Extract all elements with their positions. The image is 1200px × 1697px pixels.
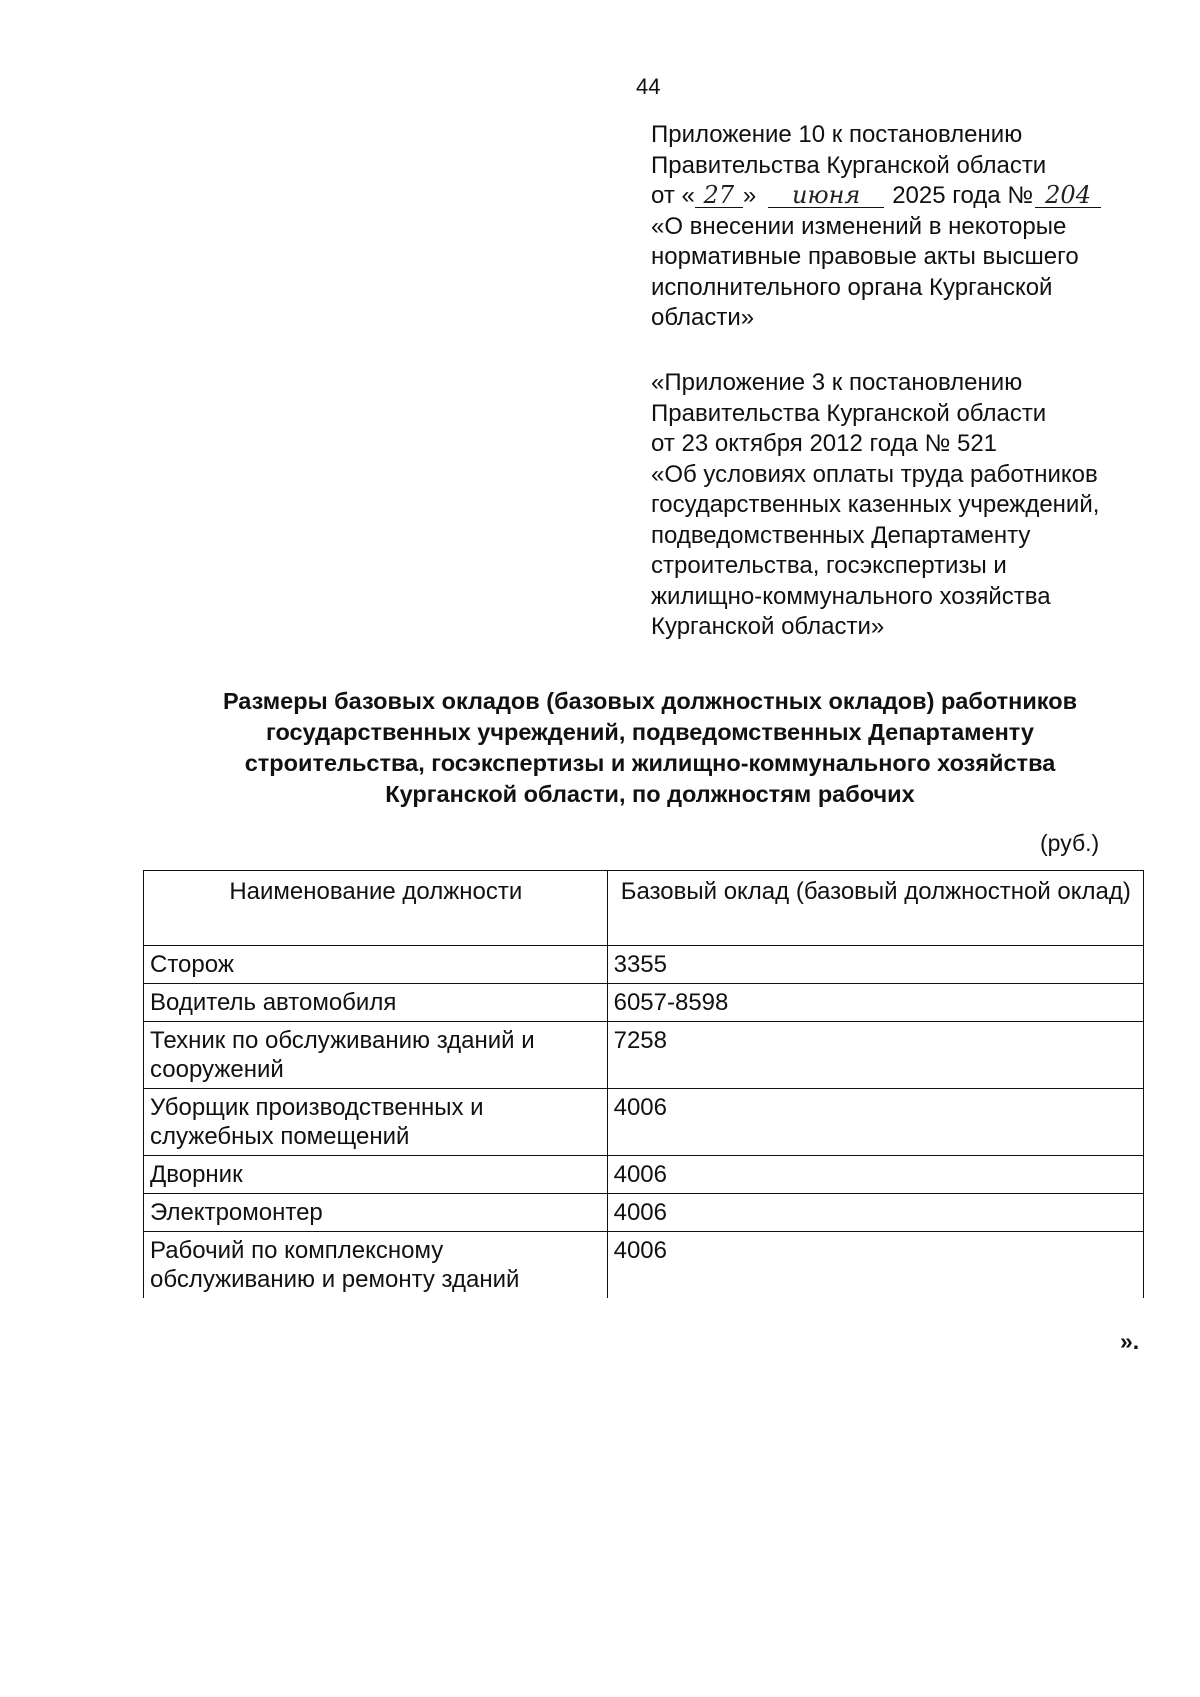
table-row [144,946,1144,984]
document-title [130,686,1170,810]
table-row [144,1232,1144,1299]
annex-line: «Об условиях оплаты труда работников [651,460,1098,488]
salary-cell: 4006 [607,1156,1143,1194]
position-cell: Техник по обслуживанию зданий и сооружений [144,1022,608,1089]
annex-line: Приложение 10 к постановлению [651,121,1023,148]
annex-line: Правительства Курганской области [651,151,1047,179]
salary-cell: 6057-8598 [607,984,1143,1022]
title-line: государственных учреждений, подведомственных Департаменту [266,719,1034,745]
position-cell: Электромонтер [144,1194,608,1232]
table-row [144,1194,1144,1232]
annex-line: государственных казенных учреждений, [651,491,1100,518]
annex-line: Курганской области» [651,613,885,640]
table-row [144,1022,1144,1089]
annex-current-header [651,120,1171,334]
table-row [144,1156,1144,1194]
date-year-text: 2025 года № [892,182,1034,209]
salary-cell: 4006 [607,1194,1143,1232]
annex-original-header [651,368,1171,643]
salary-cell: 4006 [607,1089,1143,1156]
table-row [144,984,1144,1022]
annex-line: строительства, госэкспертизы и [651,552,1007,579]
table-row [144,1089,1144,1156]
annex-line: исполнительного органа Курганской [651,273,1053,301]
annex-line: «О внесении изменений в некоторые [651,212,1067,240]
title-line: Курганской области, по должностям рабочих [385,781,915,807]
date-quote-close: » [742,182,757,209]
date-prefix: от « [651,182,695,209]
annex-line: нормативные правовые акты высшего [651,243,1079,270]
salary-cell: 3355 [607,946,1143,984]
page-number: 44 [636,74,661,99]
annex-line: Правительства Курганской области [651,399,1047,427]
title-line: Размеры базовых окладов (базовых должностных окладов) работников [222,688,1078,714]
salary-cell: 7258 [607,1022,1143,1089]
handwritten-month: июня [768,183,884,208]
annex-line: «Приложение 3 к постановлению [651,369,1023,396]
header-salary: Базовый оклад (базовый должностной оклад) [607,871,1143,946]
annex-line: жилищно-коммунального хозяйства [651,582,1051,610]
handwritten-day: 27 [695,183,743,208]
salary-cell: 4006 [607,1232,1143,1299]
currency-units: (руб.) [1040,830,1100,856]
position-cell: Водитель автомобиля [144,984,608,1022]
position-cell: Уборщик производственных и служебных помещений [144,1089,608,1156]
handwritten-doc-number: 204 [1035,183,1101,208]
closing-quote-mark: ». [1120,1328,1140,1354]
position-cell: Дворник [144,1156,608,1194]
annex-date-line [651,181,1171,212]
position-cell: Сторож [144,946,608,984]
title-line: строительства, госэкспертизы и жилищно-коммунального хозяйства [244,750,1056,776]
annex-line: области» [651,304,755,331]
annex-line: подведомственных Департаменту [651,521,1031,549]
position-cell: Рабочий по комплексному обслуживанию и ремонту зданий [144,1232,608,1299]
header-position: Наименование должности [144,871,608,946]
annex-line: от 23 октября 2012 года № 521 [651,430,998,457]
table-header-row [144,871,1144,946]
salary-table [143,870,1144,1298]
